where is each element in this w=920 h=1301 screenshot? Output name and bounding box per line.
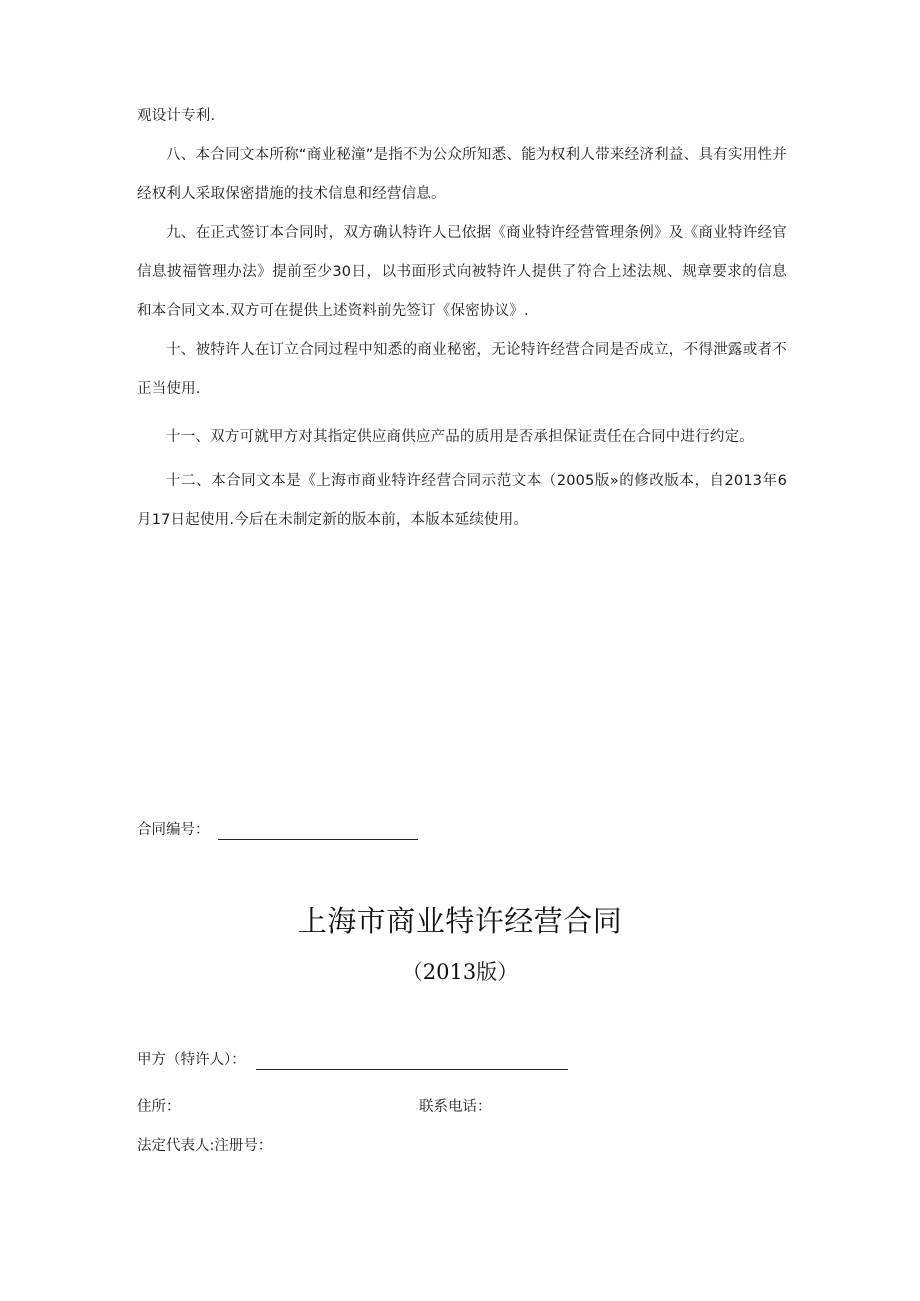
party-a-label: 甲方（特许人）：	[137, 1052, 246, 1068]
paragraph-clause-10: 十、被特许人在订立合同过程中知悉的商业秘密，无论特许经营合同是否成立，不得泄露或者不正当使用.	[137, 342, 787, 397]
contract-number-line	[137, 820, 418, 840]
contract-title: 上海市商业特许经营合同	[297, 904, 623, 938]
contract-number-label: 合同编号：	[137, 822, 210, 838]
paragraph-clause-9: 九、在正式签订本合同时，双方确认特许人已依据《商业特许经营管理条例》及《商业特许经官信息披福管理办法》提前至少30日，以书面形式向被特许人提供了符合上述法规、规章要求的信息和本合同文本.双方可在提供上述资料前先签订《保密协议》.	[137, 225, 787, 319]
party-a-blank[interactable]	[256, 1053, 568, 1070]
contract-number-blank[interactable]	[218, 823, 418, 840]
phone-label: 联系电话：	[419, 1099, 492, 1115]
paragraph-clause-8: 八、本合同文本所称“商业秘潼”是指不为公众所知悉、能为权利人带来经济利益、具有实用性并经权利人采取保密措施的技术信息和经营信息。	[137, 147, 787, 202]
address-label: 住所：	[137, 1099, 181, 1115]
paragraph-design-patent: 观设计专利.	[137, 108, 216, 124]
paragraph-clause-11: 十一、双方可就甲方对其指定供应商供应产品的质用是否承担保证责任在合同中进行约定。	[166, 429, 754, 445]
party-a-line	[137, 1050, 568, 1070]
paragraph-clause-12: 十二、本合同文本是《上海市商业特许经营合同示范文本（2005版»的修改版本，自2013年6月17日起使用.今后在未制定新的版本前，本版本延续使用。	[137, 473, 787, 528]
legal-rep-label: 法定代表人:注册号：	[137, 1138, 273, 1154]
contract-edition: （2013版）	[401, 960, 519, 984]
